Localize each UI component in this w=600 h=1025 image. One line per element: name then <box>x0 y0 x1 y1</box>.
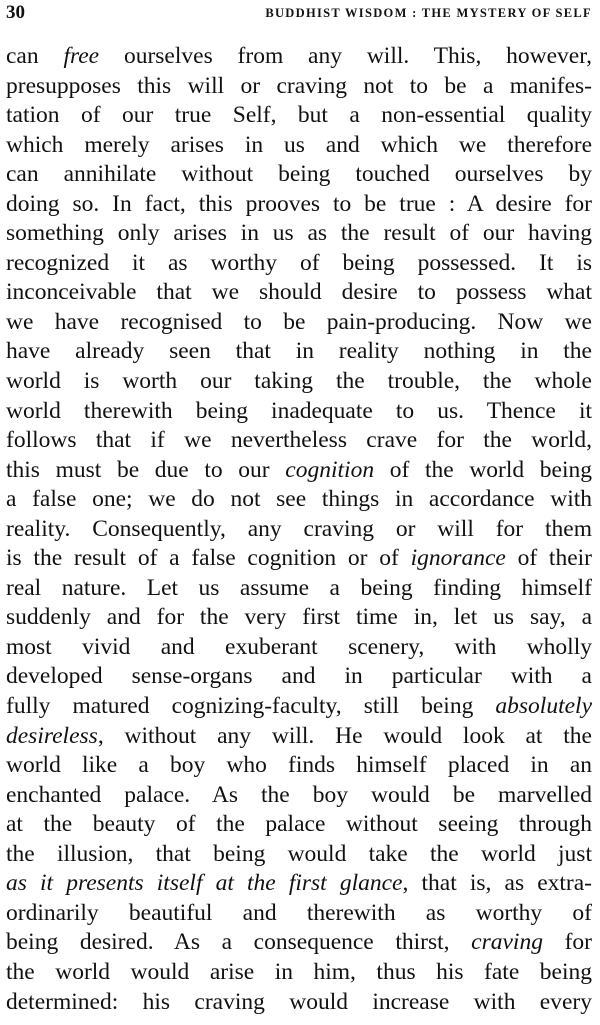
text-run: the illusion, that being would take the world just <box>6 840 592 867</box>
text-line <box>6 249 592 279</box>
text-line <box>6 456 592 486</box>
text-line <box>6 544 592 574</box>
text-line <box>6 781 592 811</box>
text-line <box>6 72 592 102</box>
text-line <box>6 662 592 692</box>
text-run: world like a boy who finds himself placed in an <box>6 752 592 779</box>
text-run: world is worth our taking the trouble, the whole <box>6 368 592 395</box>
text-line <box>6 988 592 1018</box>
text-line <box>6 633 592 663</box>
text-run: can annihilate without being touched ourselves by <box>6 161 592 188</box>
text-line <box>6 426 592 456</box>
text-run: being desired. As a consequence thirst, <box>6 929 472 956</box>
text-line <box>6 692 592 722</box>
text-line <box>6 722 592 752</box>
text-run: inconceivable that we should desire to possess what <box>6 279 592 306</box>
text-line <box>6 367 592 397</box>
text-run: of their <box>505 545 592 572</box>
text-run: have already seen that in reality nothing in the <box>6 338 592 365</box>
text-run: developed sense-organs and in particular with a <box>6 663 592 690</box>
text-run: most vivid and exuberant scenery, with wholly <box>6 633 592 660</box>
text-run: tation of our true Self, but a non-essential quality <box>6 102 592 129</box>
text-run: can <box>6 43 64 69</box>
text-line <box>6 190 592 220</box>
text-run: of the world being <box>374 456 592 483</box>
text-line <box>6 131 592 161</box>
text-run: enchanted palace. As the boy would be marvelled <box>6 781 592 808</box>
italic-text: ignorance <box>410 545 506 572</box>
text-line <box>6 101 592 131</box>
text-line <box>6 515 592 545</box>
text-line <box>6 397 592 427</box>
text-run: at the beauty of the palace without seeing through <box>6 811 592 838</box>
text-run: , without any will. He would look at the <box>97 722 592 749</box>
text-line <box>6 603 592 633</box>
text-run: , that is, as extra- <box>402 870 592 897</box>
text-run: ordinarily beautiful and therewith as worthy of <box>6 899 592 926</box>
text-line <box>6 958 592 988</box>
page-header <box>6 0 592 28</box>
text-run: this must be due to our <box>6 456 286 483</box>
text-run: recognized it as worthy of being possessed. It is <box>6 249 592 276</box>
text-line <box>6 278 592 308</box>
text-run: fully matured cognizing-faculty, still being <box>6 693 496 720</box>
text-line <box>6 899 592 929</box>
text-run: something only arises in us as the result of our having <box>6 220 592 247</box>
text-run: world therewith being inadequate to us. Thence it <box>6 397 592 424</box>
text-run: for <box>542 929 592 956</box>
italic-text: craving <box>471 929 543 956</box>
italic-text: as it presents itself at the first glance <box>6 870 403 897</box>
text-line <box>6 574 592 604</box>
text-run: the world would arise in him, thus his fate being <box>6 958 592 985</box>
text-run: determined: his craving would increase with every <box>6 988 592 1015</box>
text-run: real nature. Let us assume a being finding himself <box>6 574 592 601</box>
body-text <box>6 42 592 1017</box>
text-run: we have recognised to be pain-producing. Now we <box>6 308 592 335</box>
text-run: a false one; we do not see things in accordance with <box>6 486 592 513</box>
text-line <box>6 869 592 899</box>
page-number: 30 <box>6 2 25 23</box>
running-head: BUDDHIST WISDOM : THE MYSTERY OF SELF <box>265 6 592 20</box>
text-line <box>6 308 592 338</box>
italic-text: desireless <box>6 722 98 749</box>
text-line <box>6 337 592 367</box>
italic-text: cognition <box>285 456 375 483</box>
text-line <box>6 928 592 958</box>
text-run: presupposes this will or craving not to be a manifes- <box>6 72 592 99</box>
italic-text: free <box>63 43 100 69</box>
italic-text: absolutely <box>495 693 592 720</box>
text-line <box>6 751 592 781</box>
text-run: which merely arises in us and which we therefore <box>6 131 592 158</box>
text-line <box>6 485 592 515</box>
text-line <box>6 42 592 72</box>
text-run: reality. Consequently, any craving or will for them <box>6 515 592 542</box>
text-line <box>6 810 592 840</box>
text-run: doing so. In fact, this prooves to be true : A desire for <box>6 190 592 217</box>
text-line <box>6 160 592 190</box>
text-run: suddenly and for the very first time in, let us say, a <box>6 604 592 631</box>
text-line <box>6 840 592 870</box>
text-run: follows that if we nevertheless crave for the world, <box>6 427 592 454</box>
text-run: ourselves from any will. This, however, <box>99 43 592 69</box>
text-line <box>6 219 592 249</box>
text-run: is the result of a false cognition or of <box>6 545 411 572</box>
